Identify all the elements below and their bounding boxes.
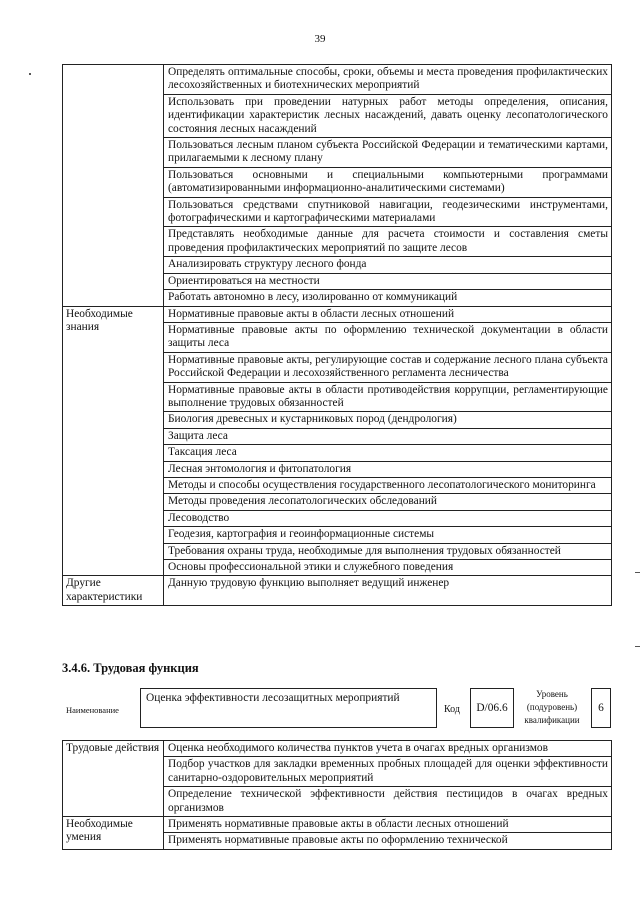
code-value-box: D/06.6 <box>470 688 514 728</box>
requirement-cell: Пользоваться основными и специальными компьютерными программами (автоматизированными информационно-аналитическими системами) <box>164 167 612 197</box>
requirement-cell: Пользоваться лесным планом субъекта Российской Федерации и тематическими картами, прилагаемыми к лесному плану <box>164 138 612 168</box>
requirement-cell: Нормативные правовые акты по оформлению технической документации в области защиты леса <box>164 322 612 352</box>
function-name-box: Оценка эффективности лесозащитных мероприятий <box>140 688 437 728</box>
table-row <box>63 817 612 833</box>
requirement-cell: Таксация леса <box>164 445 612 461</box>
requirement-cell: Лесная энтомология и фитопатология <box>164 461 612 477</box>
section-title: 3.4.6. Трудовая функция <box>62 661 199 675</box>
page-number: 39 <box>314 33 326 45</box>
scan-edge-mark <box>635 646 640 647</box>
table-row <box>63 306 612 322</box>
table-row <box>63 576 612 606</box>
requirement-cell: Работать автономно в лесу, изолированно от коммуникаций <box>164 290 612 306</box>
requirement-cell: Определение технической эффективности действия пестицидов в очагах вредных организмов <box>164 787 612 817</box>
table-row <box>63 65 612 95</box>
name-label: Наименование <box>66 705 119 715</box>
row-category-label <box>63 65 164 307</box>
table-row <box>63 741 612 757</box>
requirement-cell: Биология древесных и кустарниковых пород (дендрология) <box>164 412 612 428</box>
requirement-cell: Методы проведения лесопатологических обследований <box>164 494 612 510</box>
requirements-table <box>62 64 612 606</box>
row-category-label: Трудовые действия <box>63 741 164 817</box>
requirement-cell: Лесоводство <box>164 510 612 526</box>
row-category-label: Необходимые знания <box>63 306 164 576</box>
requirement-cell: Оценка необходимого количества пунктов учета в очагах вредных организмов <box>164 741 612 757</box>
level-value-box: 6 <box>591 688 611 728</box>
requirement-cell: Данную трудовую функцию выполняет ведущий инженер <box>164 576 612 606</box>
requirement-cell: Методы и способы осуществления государственного лесопатологического мониторинга <box>164 477 612 493</box>
requirement-cell: Нормативные правовые акты в области противодействия коррупции, регламентирующие выполнение трудовых обязанностей <box>164 382 612 412</box>
requirement-cell: Подбор участков для закладки временных пробных площадей для оценки эффективности санитарно-оздоровительных мероприятий <box>164 757 612 787</box>
requirement-cell: Нормативные правовые акты, регулирующие состав и содержание лесного плана субъекта Российской Федерации и лесохозяйственного регламента лесничества <box>164 352 612 382</box>
function-table <box>62 740 612 850</box>
requirement-cell: Применять нормативные правовые акты в области лесных отношений <box>164 817 612 833</box>
level-label: Уровень (подуровень) квалификации <box>524 689 580 725</box>
requirement-cell: Основы профессиональной этики и служебного поведения <box>164 560 612 576</box>
requirement-cell: Требования охраны труда, необходимые для выполнения трудовых обязанностей <box>164 543 612 559</box>
code-label: Код <box>444 704 460 715</box>
requirement-cell: Нормативные правовые акты в области лесных отношений <box>164 306 612 322</box>
requirement-cell: Использовать при проведении натурных работ методы определения, описания, идентификации характеристик лесных насаждений, давать оценку лесопатологического состояния лесных насаждений <box>164 94 612 137</box>
requirement-cell: Геодезия, картография и геоинформационные системы <box>164 527 612 543</box>
requirement-cell: Анализировать структуру лесного фонда <box>164 257 612 273</box>
scan-edge-mark <box>635 572 640 573</box>
scan-speck <box>29 73 31 75</box>
requirement-cell: Пользоваться средствами спутниковой навигации, геодезическими инструментами, фотографическими и картографическими материалами <box>164 197 612 227</box>
requirement-cell: Защита леса <box>164 428 612 444</box>
requirement-cell: Применять нормативные правовые акты по оформлению технической <box>164 833 612 849</box>
requirement-cell: Представлять необходимые данные для расчета стоимости и составления сметы проведения профилактических мероприятий по защите лесов <box>164 227 612 257</box>
requirement-cell: Определять оптимальные способы, сроки, объемы и места проведения профилактических лесохозяйственных и биотехнических мероприятий <box>164 65 612 95</box>
requirement-cell: Ориентироваться на местности <box>164 273 612 289</box>
row-category-label: Необходимые умения <box>63 817 164 850</box>
row-category-label: Другие характеристики <box>63 576 164 606</box>
